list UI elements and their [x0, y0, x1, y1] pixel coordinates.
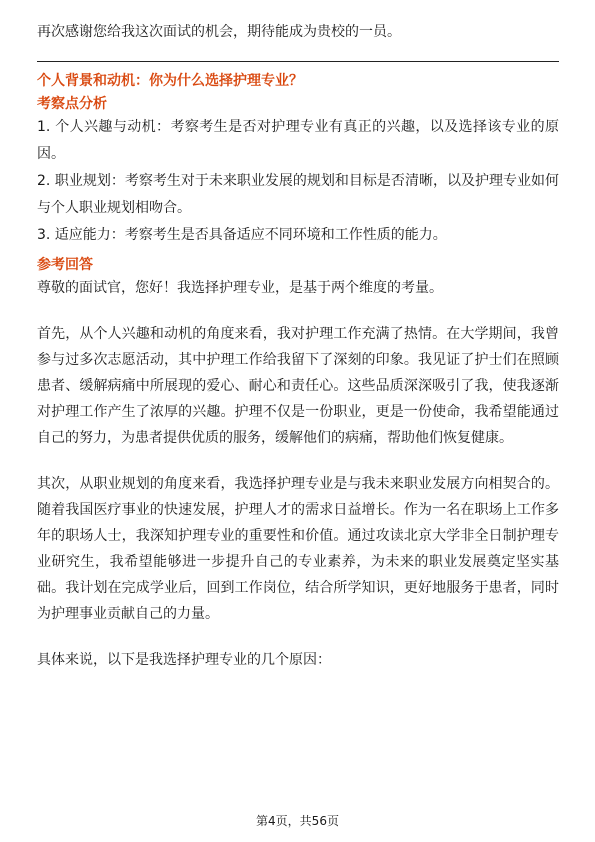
section-divider	[37, 61, 559, 62]
closing-line: 再次感谢您给我这次面试的机会，期待能成为贵校的一员。	[37, 24, 401, 40]
analysis-item-1: 1. 个人兴趣与动机：考察考生是否对护理专业有真正的兴趣，以及选择该专业的原因。	[37, 119, 559, 162]
analysis-item-3: 3. 适应能力：考察考生是否具备适应不同环境和工作性质的能力。	[37, 227, 447, 243]
paragraph-gap	[37, 627, 559, 647]
page-number-footer: 第4页，共56页	[256, 814, 339, 828]
answer-paragraph-3: 其次，从职业规划的角度来看，我选择护理专业是与我未来职业发展方向相契合的。随着我国医疗事业的快速发展，护理人才的需求日益增长。作为一名在职场上工作多年的职场人士，我深知护理专业的重要性和价值。通过攻读北京大学非全日制护理专业研究生，我希望能够进一步提升自己的专业素养，为未来的职业发展奠定坚实基础。我计划在完成学业后，回到工作岗位，结合所学知识，更好地服务于患者，同时为护理事业贡献自己的力量。	[37, 476, 559, 622]
analysis-item-2: 2. 职业规划：考察考生对于未来职业发展的规划和目标是否清晰，以及护理专业如何与个人职业规划相吻合。	[37, 173, 559, 216]
answer-paragraph-4: 具体来说，以下是我选择护理专业的几个原因：	[37, 652, 331, 668]
paragraph-gap	[37, 301, 559, 321]
paragraph-gap	[37, 451, 559, 471]
analysis-heading: 考察点分析	[37, 96, 107, 112]
answer-paragraph-1: 尊敬的面试官，您好！我选择护理专业，是基于两个维度的考量。	[37, 280, 443, 296]
question-title: 个人背景和动机：你为什么选择护理专业？	[37, 73, 303, 89]
answer-heading: 参考回答	[37, 257, 93, 273]
analysis-list	[37, 114, 559, 249]
answer-paragraph-2: 首先，从个人兴趣和动机的角度来看，我对护理工作充满了热情。在大学期间，我曾参与过多次志愿活动，其中护理工作给我留下了深刻的印象。我见证了护士们在照顾患者、缓解病痛中所展现的爱心、耐心和责任心。这些品质深深吸引了我，使我逐渐对护理工作产生了浓厚的兴趣。护理不仅是一份职业，更是一份使命，我希望能通过自己的努力，为患者提供优质的服务，缓解他们的病痛，帮助他们恢复健康。	[37, 326, 559, 446]
page-content	[37, 19, 559, 673]
